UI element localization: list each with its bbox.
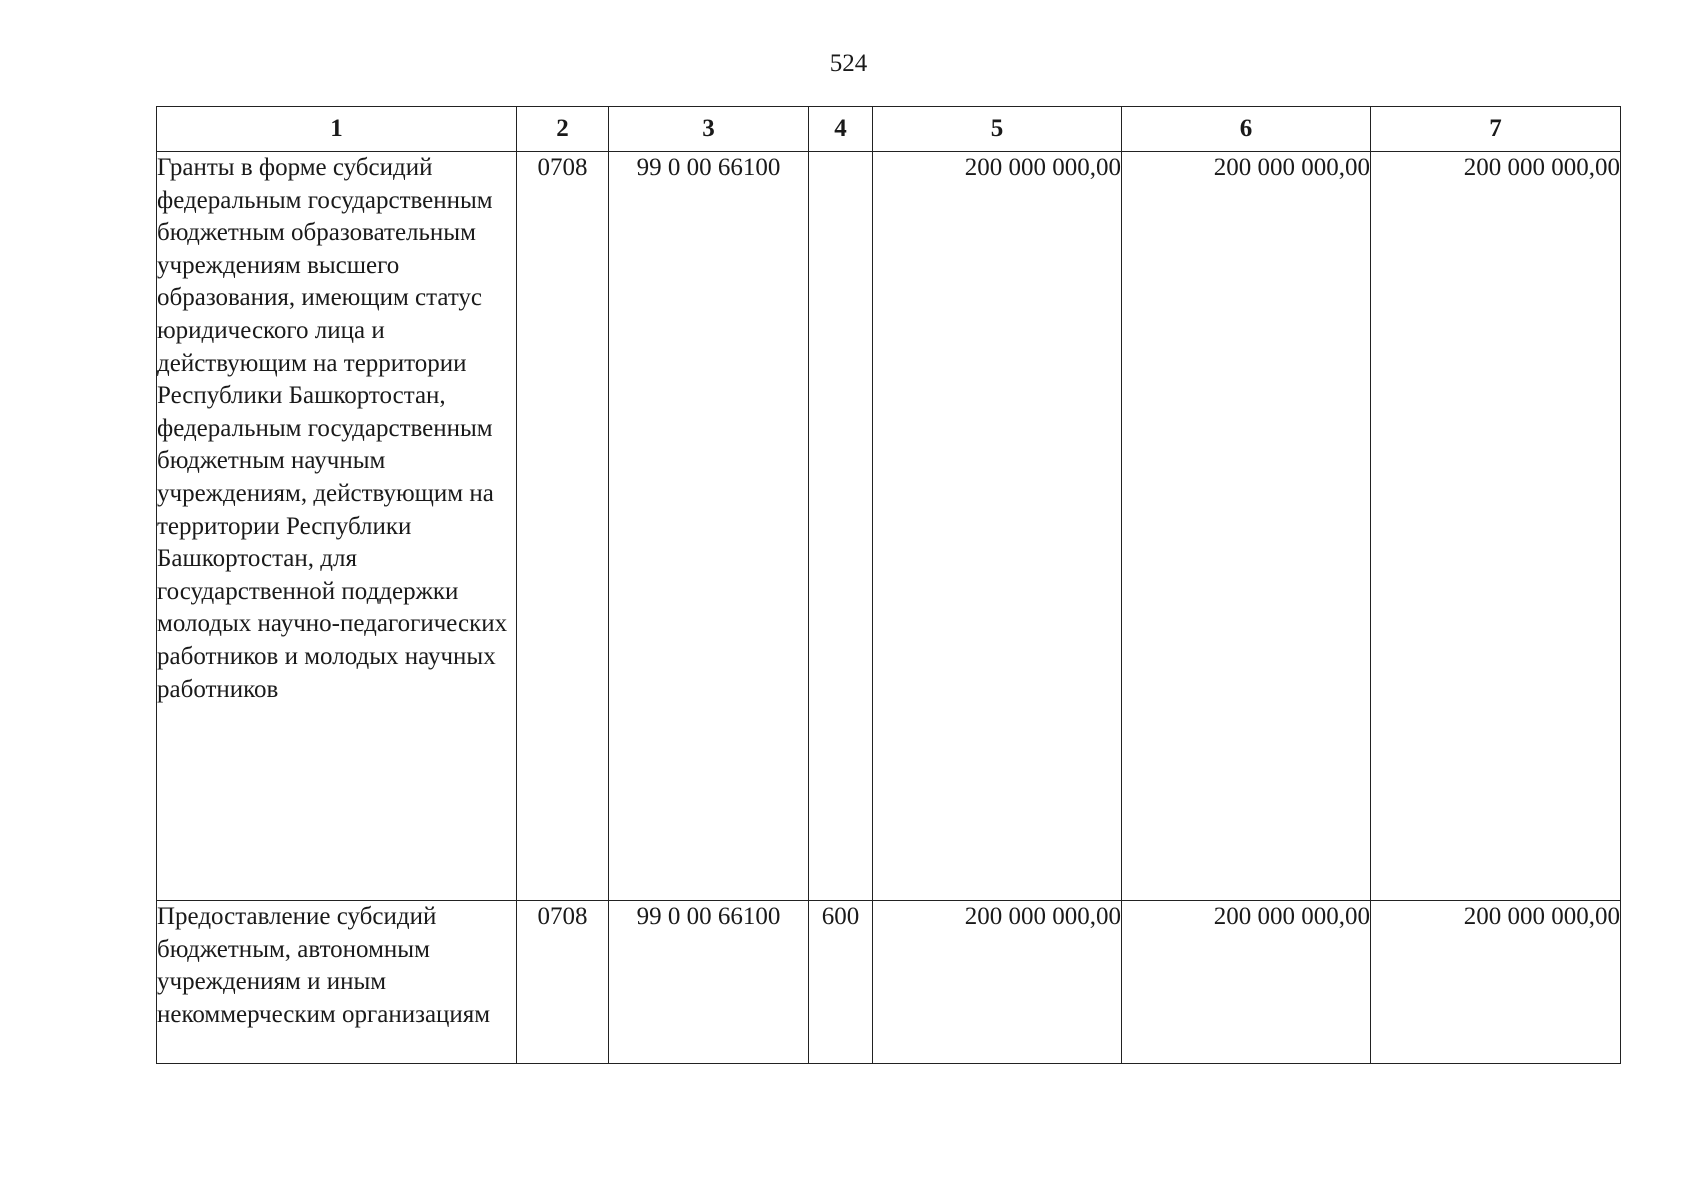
column-header-4: 4 [809, 107, 873, 152]
table-header-row [157, 107, 1621, 152]
table-row [157, 152, 1621, 901]
amount-cell-col7: 200 000 000,00 [1371, 901, 1621, 1064]
column-header-6: 6 [1122, 107, 1371, 152]
row-name-cell: Предоставление субсидий бюджетным, автономным учреждениям и иным некоммерческим организациям [157, 901, 517, 1064]
column-header-7: 7 [1371, 107, 1621, 152]
column-header-2: 2 [517, 107, 609, 152]
expense-type-cell [809, 152, 873, 901]
row-name-cell: Гранты в форме субсидий федеральным государственным бюджетным образовательным учреждениям высшего образования, имеющим статус юридического лица и действующим на территории Республики Башкортостан, федеральным государственным бюджетным научным учреждениям, действующим на территории Республики Башкортостан, для государственной поддержки молодых научно-педагогических работников и молодых научных работников [157, 152, 517, 901]
section-code-cell: 0708 [517, 152, 609, 901]
column-header-3: 3 [609, 107, 809, 152]
amount-cell-col6: 200 000 000,00 [1122, 901, 1371, 1064]
column-header-5: 5 [873, 107, 1122, 152]
page-number: 524 [829, 50, 868, 77]
amount-cell-col6: 200 000 000,00 [1122, 152, 1371, 901]
amount-cell-col5: 200 000 000,00 [873, 152, 1122, 901]
table-row [157, 901, 1621, 1064]
amount-cell-col7: 200 000 000,00 [1371, 152, 1621, 901]
expense-type-cell: 600 [809, 901, 873, 1064]
budget-table [156, 106, 1621, 1064]
amount-cell-col5: 200 000 000,00 [873, 901, 1122, 1064]
section-code-cell: 0708 [517, 901, 609, 1064]
target-article-cell: 99 0 00 66100 [609, 152, 809, 901]
column-header-1: 1 [157, 107, 517, 152]
target-article-cell: 99 0 00 66100 [609, 901, 809, 1064]
